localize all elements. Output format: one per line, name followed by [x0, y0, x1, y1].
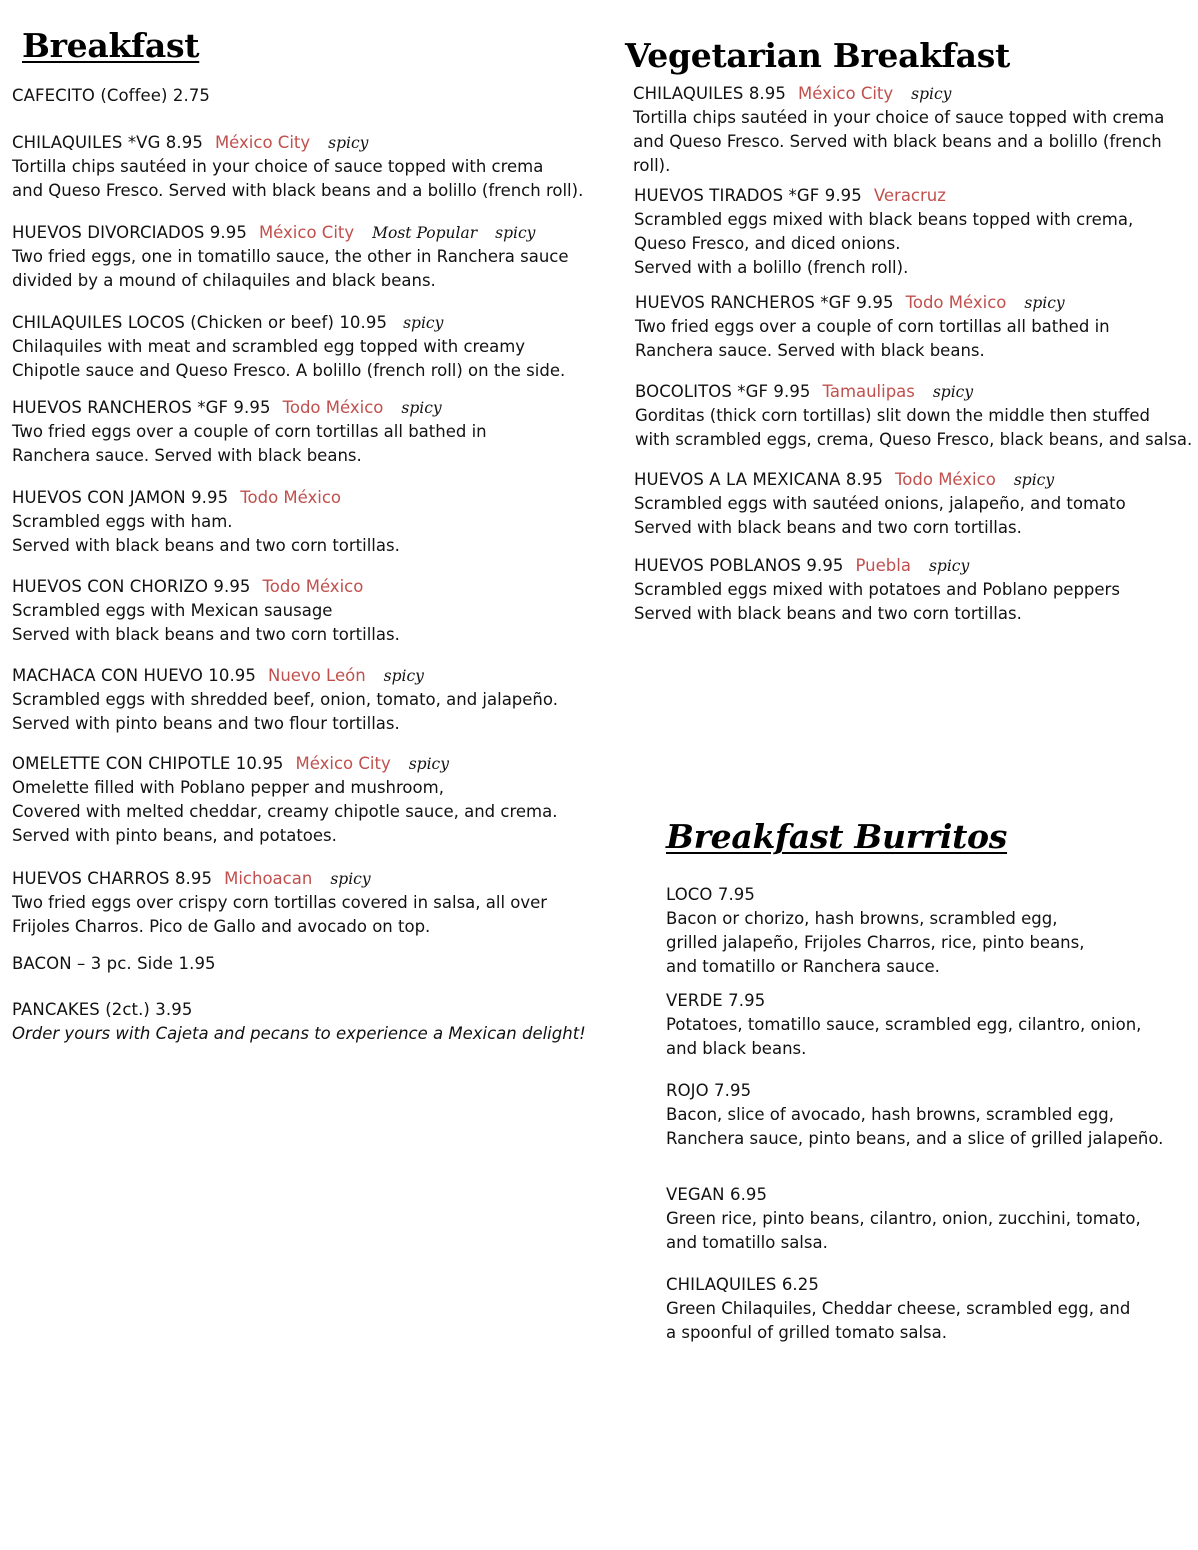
item-description: Ranchera sauce. Served with black beans. [12, 446, 362, 465]
burritos-section [600, 800, 1198, 1380]
menu-item-header [666, 989, 1141, 1013]
item-region: Todo México [282, 398, 384, 417]
item-description: Scrambled eggs with ham. [12, 512, 233, 531]
spicy-tag: spicy [495, 224, 536, 242]
spicy-tag: spicy [1024, 294, 1065, 312]
menu-item [633, 82, 1164, 178]
item-description: a spoonful of grilled tomato salsa. [666, 1323, 947, 1342]
menu-item-header [634, 184, 1133, 208]
spicy-tag: spicy [328, 134, 369, 152]
menu-item-header [12, 867, 547, 891]
item-name: HUEVOS A LA MEXICANA 8.95 [634, 470, 884, 489]
spicy-tag: spicy [330, 870, 371, 888]
menu-item [12, 752, 557, 848]
item-name: PANCAKES (2ct.) 3.95 [12, 1000, 193, 1019]
spicy-tag: spicy [408, 755, 449, 773]
item-name: VEGAN 6.95 [666, 1185, 768, 1204]
item-description: Bacon, slice of avocado, hash browns, scrambled egg, [666, 1105, 1114, 1124]
item-description: and Queso Fresco. Served with black beans and a bolillo (french [633, 132, 1162, 151]
spicy-tag: spicy [911, 85, 952, 103]
menu-item-header [12, 998, 586, 1022]
item-description: Two fried eggs over crispy corn tortillas covered in salsa, all over [12, 893, 548, 912]
item-description: Ranchera sauce. Served with black beans. [635, 341, 985, 360]
menu-item-header [12, 311, 565, 335]
menu-item-header [12, 221, 569, 245]
item-description: Green Chilaquiles, Cheddar cheese, scrambled egg, and [666, 1299, 1131, 1318]
menu-item [12, 84, 210, 108]
item-description: Ranchera sauce, pinto beans, and a slice of grilled jalapeño. [666, 1129, 1164, 1148]
item-description: and tomatillo salsa. [666, 1233, 828, 1252]
item-name: OMELETTE CON CHIPOTLE 10.95 [12, 754, 284, 773]
item-region: Todo México [262, 577, 364, 596]
menu-item [666, 989, 1141, 1061]
item-region: Veracruz [873, 186, 946, 205]
item-description: Green rice, pinto beans, cilantro, onion, zucchini, tomato, [666, 1209, 1141, 1228]
breakfast-title: Breakfast [22, 26, 200, 65]
spicy-tag: spicy [403, 314, 444, 332]
item-region: México City [295, 754, 391, 773]
menu-item-header [635, 380, 1192, 404]
item-region: Todo México [895, 470, 996, 489]
item-name: BOCOLITOS *GF 9.95 [635, 382, 811, 401]
item-description: Served with black beans and two corn tortillas. [12, 625, 400, 644]
spicy-tag: spicy [1013, 471, 1055, 489]
item-region: México City [797, 84, 894, 103]
item-description: Scrambled eggs with shredded beef, onion, tomato, and jalapeño. [12, 690, 558, 709]
item-region: México City [258, 223, 355, 242]
menu-item-header [12, 396, 487, 420]
menu-item-header [12, 575, 400, 599]
item-name: HUEVOS CHARROS 8.95 [12, 869, 213, 888]
menu-item-header [634, 554, 1120, 578]
menu-item [12, 575, 400, 647]
menu-item [635, 380, 1192, 452]
item-description: Covered with melted cheddar, creamy chipotle sauce, and crema. [12, 802, 558, 821]
item-name: CHILAQUILES LOCOS (Chicken or beef) 10.95 [12, 313, 388, 332]
item-description: Potatoes, tomatillo sauce, scrambled egg, cilantro, onion, [666, 1015, 1142, 1034]
menu-item-header [12, 952, 216, 976]
item-description: Gorditas (thick corn tortillas) slit down the middle then stuffed [635, 406, 1150, 425]
item-name: VERDE 7.95 [666, 991, 766, 1010]
item-name: CHILAQUILES 8.95 [633, 84, 786, 103]
item-description: Served with black beans and two corn tortillas. [12, 536, 400, 555]
menu-item-header [635, 291, 1110, 315]
item-description: divided by a mound of chilaquiles and black beans. [12, 271, 436, 290]
item-description: Omelette filled with Poblano pepper and mushroom, [12, 778, 444, 797]
item-description: grilled jalapeño, Frijoles Charros, rice, pinto beans, [666, 933, 1085, 952]
burritos-title: Breakfast Burritos [666, 817, 1008, 856]
menu-item-header [12, 486, 400, 510]
item-note: Order yours with Cajeta and pecans to experience a Mexican delight! [12, 1024, 586, 1043]
item-description: Queso Fresco, and diced onions. [634, 234, 901, 253]
item-description: with scrambled eggs, crema, Queso Fresco, black beans, and salsa. [635, 430, 1193, 449]
item-description: Tortilla chips sautéed in your choice of sauce topped with crema [12, 157, 544, 176]
item-region: México City [214, 133, 311, 152]
item-description: Two fried eggs, one in tomatillo sauce, the other in Ranchera sauce [12, 247, 569, 266]
item-description: Bacon or chorizo, hash browns, scrambled egg, [666, 909, 1058, 928]
menu-item-header [666, 1273, 1130, 1297]
menu-item-header [666, 1183, 1141, 1207]
item-region: Puebla [855, 556, 911, 575]
menu-item [12, 221, 569, 293]
item-description: Scrambled eggs mixed with black beans topped with crema, [634, 210, 1134, 229]
item-name: HUEVOS RANCHEROS *GF 9.95 [12, 398, 271, 417]
menu-item [12, 952, 216, 976]
menu-item [12, 664, 558, 736]
item-region: Todo México [240, 488, 342, 507]
item-name: CHILAQUILES *VG 8.95 [12, 133, 203, 152]
item-name: BACON – 3 pc. Side 1.95 [12, 954, 216, 973]
vegetarian-title: Vegetarian Breakfast [625, 36, 1010, 75]
item-description: Served with pinto beans, and potatoes. [12, 826, 337, 845]
item-region: Todo México [905, 293, 1007, 312]
item-name: MACHACA CON HUEVO 10.95 [12, 666, 256, 685]
item-name: LOCO 7.95 [666, 885, 755, 904]
item-description: Served with black beans and two corn tortillas. [634, 518, 1022, 537]
item-description: Chilaquiles with meat and scrambled egg topped with creamy [12, 337, 526, 356]
menu-item [12, 867, 547, 939]
menu-item-header [634, 468, 1126, 492]
item-region: Tamaulipas [822, 382, 915, 401]
item-description: Scrambled eggs with sautéed onions, jalapeño, and tomato [634, 494, 1126, 513]
menu-item-header [666, 883, 1084, 907]
item-description: Scrambled eggs with Mexican sausage [12, 601, 333, 620]
item-name: HUEVOS CON CHORIZO 9.95 [12, 577, 251, 596]
spicy-tag: spicy [401, 399, 442, 417]
menu-item [635, 291, 1110, 363]
menu-item [634, 468, 1126, 540]
menu-item [12, 998, 586, 1046]
item-description: and black beans. [666, 1039, 807, 1058]
menu-item [666, 1273, 1130, 1345]
menu-item [666, 883, 1084, 979]
menu-item-header [12, 131, 583, 155]
menu-item-header [633, 82, 1164, 106]
item-name: HUEVOS POBLANOS 9.95 [634, 556, 844, 575]
item-name: CHILAQUILES 6.25 [666, 1275, 819, 1294]
item-name: ROJO 7.95 [666, 1081, 752, 1100]
spicy-tag: spicy [928, 557, 970, 575]
item-region: Michoacan [224, 869, 313, 888]
item-name: HUEVOS RANCHEROS *GF 9.95 [635, 293, 894, 312]
item-description: Chipotle sauce and Queso Fresco. A bolillo (french roll) on the side. [12, 361, 566, 380]
item-name: HUEVOS TIRADOS *GF 9.95 [634, 186, 862, 205]
item-region: Nuevo León [267, 666, 366, 685]
menu-item [666, 1079, 1163, 1151]
menu-item [634, 184, 1133, 280]
menu-item-header [12, 84, 210, 108]
item-description: Two fried eggs over a couple of corn tortillas all bathed in [12, 422, 487, 441]
item-description: Frijoles Charros. Pico de Gallo and avocado on top. [12, 917, 431, 936]
spicy-tag: spicy [932, 383, 974, 401]
menu-item [12, 486, 400, 558]
menu-item-header [12, 664, 558, 688]
item-description: and Queso Fresco. Served with black beans and a bolillo (french roll). [12, 181, 584, 200]
item-description: Two fried eggs over a couple of corn tortillas all bathed in [635, 317, 1110, 336]
item-description: Served with black beans and two corn tortillas. [634, 604, 1022, 623]
menu-item [12, 131, 583, 203]
item-name: HUEVOS DIVORCIADOS 9.95 [12, 223, 247, 242]
menu-item [12, 311, 565, 383]
menu-item [12, 396, 487, 468]
item-description: Served with pinto beans and two flour tortillas. [12, 714, 400, 733]
item-description: roll). [633, 156, 671, 175]
menu-item-header [12, 752, 557, 776]
menu-item-header [666, 1079, 1163, 1103]
item-description: Scrambled eggs mixed with potatoes and Poblano peppers [634, 580, 1120, 599]
popular-tag: Most Popular [372, 224, 478, 242]
spicy-tag: spicy [383, 667, 424, 685]
item-description: Tortilla chips sautéed in your choice of sauce topped with crema [633, 108, 1165, 127]
menu-item [634, 554, 1120, 626]
item-name: HUEVOS CON JAMON 9.95 [12, 488, 229, 507]
item-description: and tomatillo or Ranchera sauce. [666, 957, 940, 976]
item-description: Served with a bolillo (french roll). [634, 258, 909, 277]
item-name: CAFECITO (Coffee) 2.75 [12, 86, 211, 105]
menu-item [666, 1183, 1141, 1255]
breakfast-section [0, 0, 600, 1100]
vegetarian-section [600, 0, 1198, 650]
